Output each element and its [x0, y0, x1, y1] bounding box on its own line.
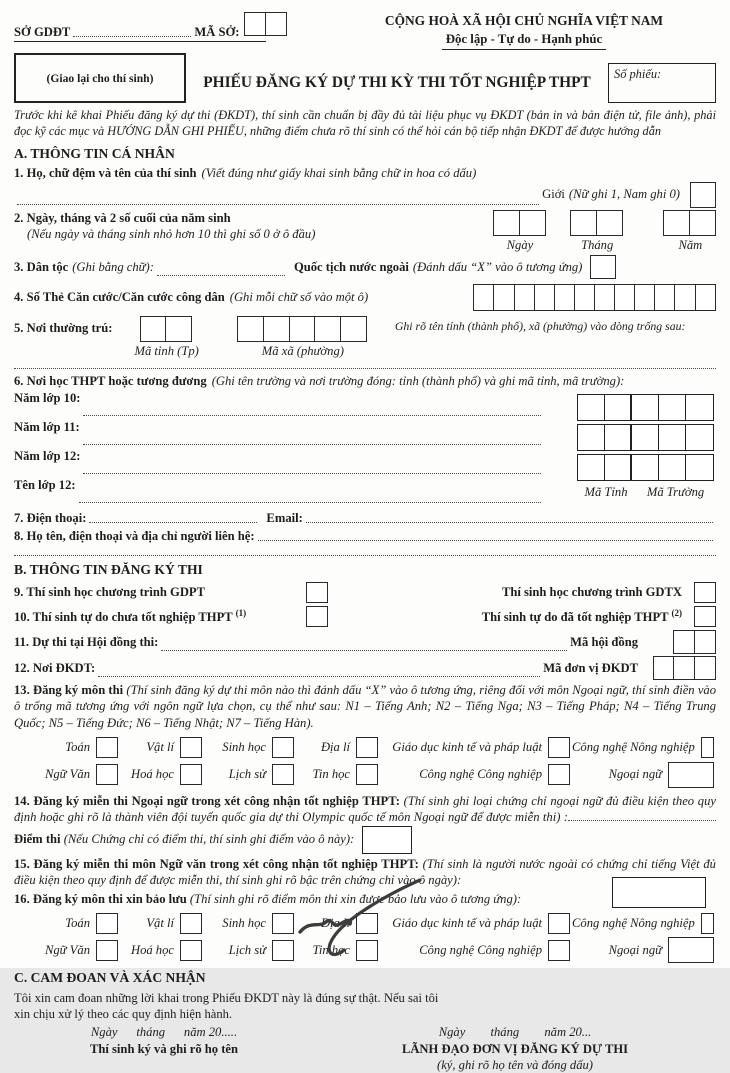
input-cell[interactable]	[165, 316, 192, 342]
class12-label: Tên lớp 12:	[14, 477, 76, 492]
gender-checkbox[interactable]	[690, 182, 716, 208]
input-cell[interactable]	[314, 316, 341, 342]
registration-place-input-line[interactable]	[98, 675, 540, 677]
handwritten-signature	[286, 876, 446, 964]
subject-vatli: Vật lí	[120, 910, 204, 937]
signature-row	[14, 1024, 716, 1073]
input-cell[interactable]	[265, 12, 287, 36]
input-cell[interactable]	[514, 284, 536, 311]
item13-label: 13. Đăng ký môn thi	[14, 683, 124, 698]
form-title: PHIẾU ĐĂNG KÝ DỰ THI KỲ THI TỐT NGHIỆP THPT	[203, 74, 591, 92]
unit-code-label: Mã đơn vị ĐKDT	[543, 660, 638, 675]
item2-label: 2. Ngày, tháng và 2 số cuối của năm sinh	[14, 210, 231, 225]
grade12-row	[14, 448, 544, 477]
exam-subjects-grid	[14, 734, 716, 788]
day-label: Ngày	[506, 237, 534, 252]
item15-note: (Thí sinh là người nước ngoài có chứng chỉ tiếng Việt đủ điều kiện theo quy định để được miễn thi, thí sinh ghi rõ bậc trên chứng chỉ vào ô ngày):	[14, 856, 716, 888]
birth-year-cells[interactable]	[665, 210, 716, 236]
class12-row	[14, 477, 544, 506]
input-cell[interactable]	[614, 284, 636, 311]
input-cell[interactable]	[493, 210, 520, 236]
intro-instructions: Trước khi kê khai Phiếu đăng ký dự thi (ĐKDT), thí sinh cần chuẩn bị đầy đủ tài liệu phục vụ ĐKDT (bản in và bản điện tử, file ảnh), phải đọc kỹ các mục và HƯỚNG DẪN GHI PHIẾU, những điểm chưa rõ thí sinh có thể hỏi cán bộ tiếp nhận ĐKDT để được hướng dẫn	[14, 108, 716, 138]
province-code-label: Mã tỉnh (Tp)	[134, 343, 199, 358]
gdpt-label: 9. Thí sinh học chương trình GDPT	[14, 585, 206, 600]
item4-label: 4. Số Thẻ Căn cước/Căn cước công dân	[14, 290, 225, 305]
subject-sinhhoc: Sinh học	[204, 734, 296, 761]
certificate-score-box[interactable]	[362, 826, 412, 854]
input-cell[interactable]	[519, 210, 546, 236]
score-label: Điểm thi	[14, 831, 61, 846]
exam-language-code-box[interactable]	[668, 762, 714, 788]
gdpt-checkbox[interactable]	[306, 582, 328, 603]
item5-note: Ghi rõ tên tỉnh (thành phố), xã (phường) vào dòng trống sau:	[394, 318, 686, 333]
id-number-cells[interactable]	[475, 284, 716, 311]
item1-label: 1. Họ, chữ đệm và tên của thí sinh	[14, 166, 197, 181]
item-14-language-exemption	[14, 793, 716, 854]
input-cell[interactable]	[263, 316, 290, 342]
item-1-name	[14, 165, 716, 207]
item-11-exam-council	[14, 630, 716, 654]
input-cell[interactable]	[289, 316, 316, 342]
input-cell[interactable]	[493, 284, 515, 311]
republic-motto: Độc lập - Tự do - Hạnh phúc	[442, 31, 606, 50]
item-2-birthdate	[14, 210, 716, 253]
subject-toan: Toán	[14, 910, 120, 937]
subject-sinhhoc: Sinh học	[204, 910, 296, 937]
exam-checkbox-sinhhoc[interactable]	[272, 737, 294, 758]
subject-cncn: Công nghệ Công nghiệp	[380, 761, 572, 788]
foreign-nationality-note: (Đánh dấu “X” vào ô tương ứng)	[412, 259, 583, 274]
subject-hoahoc: Hoá học	[120, 937, 204, 964]
section-c-title: C. CAM ĐOAN VÀ XÁC NHẬN	[14, 969, 206, 985]
subject-hoahoc: Hoá học	[120, 761, 204, 788]
input-cell[interactable]	[237, 316, 264, 342]
official-date-line: Ngày tháng năm 20...	[438, 1025, 592, 1040]
email-input-line[interactable]	[306, 521, 713, 523]
exam-checkbox-vatli[interactable]	[180, 737, 202, 758]
input-cell[interactable]	[140, 316, 167, 342]
year-label: Năm	[678, 237, 703, 252]
subject-ngoaingu: Ngoại ngữ	[572, 761, 716, 788]
candidate-date-line: Ngày tháng năm 20.....	[90, 1025, 238, 1040]
email-label: Email:	[266, 510, 303, 525]
grade10-code-cells[interactable]	[577, 394, 714, 421]
item15-label: 15. Đăng ký miễn thi môn Ngữ văn trong xét công nhận tốt nghiệp THPT:	[14, 856, 419, 871]
item13-note: (Thí sinh đăng ký dự thi môn nào thì đánh dấu “X” vào ô tương ứng, riêng đối với môn Ngoại ngữ, thí sinh điền vào ô trống mã tương ứng với ngôn ngữ lựa chọn, cụ thể như sau: N1 – Tiếng Anh; N2 – Tiếng Nga; N3 – Tiếng Pháp; N4 – Tiếng Trung Quốc; N5 – Tiếng Đức; N6 – Tiếng Nhật; N7 – Tiếng Hàn).	[14, 683, 716, 730]
province-code-group	[134, 316, 198, 359]
grade12-label: Năm lớp 12:	[14, 448, 81, 463]
item1-note: (Viết đúng như giấy khai sinh bằng chữ in hoa có dấu)	[201, 166, 477, 181]
candidate-signature-block	[14, 1024, 314, 1073]
dept-code-label: MÃ SỞ:	[194, 25, 240, 39]
input-cell[interactable]	[340, 316, 367, 342]
ward-code-cells[interactable]	[239, 316, 367, 342]
item-3-ethnicity	[14, 255, 716, 279]
input-cell[interactable]	[570, 210, 597, 236]
official-signature-block	[314, 1024, 716, 1073]
dept-label: SỞ GDĐT	[14, 25, 71, 39]
input-cell[interactable]	[473, 284, 495, 311]
exam-checkbox-gdktpl[interactable]	[548, 737, 570, 758]
gender-label: Giới	[542, 187, 565, 202]
subject-nguvan: Ngữ Văn	[14, 937, 120, 964]
item3-note: (Ghi bằng chữ):	[72, 259, 154, 274]
item8-label: 8. Họ tên, điện thoại và địa chỉ người liên hệ:	[14, 528, 255, 543]
phone-input-line[interactable]	[89, 521, 257, 523]
contact-input-line[interactable]	[258, 539, 713, 541]
subject-lichsu: Lịch sử	[204, 761, 296, 788]
subject-cnnn: Công nghệ Nông nghiệp	[572, 734, 716, 761]
exam-checkbox-nguvan[interactable]	[96, 764, 118, 785]
birth-day-cells[interactable]	[494, 210, 545, 236]
exam-checkbox-toan[interactable]	[96, 737, 118, 758]
item-9-program	[14, 582, 716, 603]
school-code-col-label: Mã Trường	[646, 485, 705, 500]
school-code-grid	[577, 394, 716, 500]
item16-note: (Thí sinh ghi rõ điểm môn thi xin được bảo lưu vào ô tương ứng):	[189, 891, 522, 906]
item-7-phone-email	[14, 510, 716, 526]
subject-vatli: Vật lí	[120, 734, 204, 761]
input-cell[interactable]	[694, 656, 716, 680]
class12-input-line[interactable]	[79, 501, 541, 503]
grade11-label: Năm lớp 11:	[14, 419, 80, 434]
item11-label: 11. Dự thi tại Hội đồng thi:	[14, 634, 159, 649]
birth-month-group	[572, 210, 623, 253]
form-header	[14, 12, 716, 50]
free-graduated-checkbox[interactable]	[694, 606, 716, 627]
official-title: LÃNH ĐẠO ĐƠN VỊ ĐĂNG KÝ DỰ THI	[401, 1041, 629, 1056]
residence-input-line[interactable]	[14, 361, 716, 369]
exam-checkbox-tinhoc[interactable]	[356, 764, 378, 785]
birth-month-cells[interactable]	[572, 210, 623, 236]
gdtx-label: Thí sinh học chương trình GDTX	[501, 585, 682, 600]
ward-code-group	[239, 316, 367, 359]
subject-cncn: Công nghệ Công nghiệp	[380, 937, 572, 964]
ethnicity-input-line[interactable]	[157, 274, 285, 276]
score-note: (Nếu Chứng chỉ có điểm thi, thí sinh ghi điểm vào ô này):	[63, 831, 355, 846]
input-cell[interactable]	[554, 284, 576, 311]
item4-note: (Ghi mỗi chữ số vào một ô)	[229, 290, 369, 305]
input-cell[interactable]	[673, 630, 695, 654]
grade11-row	[14, 419, 544, 448]
reserve-checkbox-gdktpl[interactable]	[548, 913, 570, 934]
ward-code-label: Mã xã (phường)	[261, 343, 344, 358]
item-13-subjects	[14, 682, 716, 731]
free-graduated-label: Thí sinh tự do đã tốt nghiệp THPT $^{(2)}$	[481, 607, 682, 624]
subject-cnnn: Công nghệ Nông nghiệp	[572, 910, 716, 937]
exam-checkbox-diali[interactable]	[356, 737, 378, 758]
council-code-cells[interactable]	[675, 630, 716, 654]
republic-name: CỘNG HOÀ XÃ HỘI CHỦ NGHĨA VIỆT NAM	[384, 13, 664, 28]
section-separator	[14, 548, 716, 556]
reserve-checkbox-cncn[interactable]	[548, 940, 570, 961]
input-cell[interactable]	[574, 284, 596, 311]
item-5-residence	[14, 316, 716, 359]
input-cell[interactable]	[673, 656, 695, 680]
province-code-col-label: Mã Tỉnh	[584, 485, 628, 500]
input-cell[interactable]	[596, 210, 623, 236]
subject-nguvan: Ngữ Văn	[14, 761, 120, 788]
reserve-checkbox-vatli[interactable]	[180, 913, 202, 934]
reserve-checkbox-cnnn[interactable]	[701, 913, 714, 934]
dept-block	[14, 12, 332, 50]
province-code-cells[interactable]	[141, 316, 192, 342]
certificate-input-line[interactable]	[568, 810, 716, 821]
return-to-candidate-box	[14, 53, 186, 103]
serial-number-box[interactable]	[608, 63, 716, 103]
subject-tinhoc: Tin học	[296, 937, 380, 964]
reserve-checkbox-hoahoc[interactable]	[180, 940, 202, 961]
subject-lichsu: Lịch sử	[204, 937, 296, 964]
title-row	[14, 53, 716, 103]
dept-code-cells[interactable]	[245, 12, 286, 36]
input-cell[interactable]	[674, 284, 696, 311]
subject-tinhoc: Tin học	[296, 761, 380, 788]
input-cell[interactable]	[653, 656, 675, 680]
subject-gdktpl: Giáo dục kinh tế và pháp luật	[380, 734, 572, 761]
input-cell[interactable]	[663, 210, 690, 236]
item3-label: 3. Dân tộc	[14, 259, 69, 274]
input-cell[interactable]	[689, 210, 716, 236]
item16-label: 16. Đăng ký môn thi xin bảo lưu	[14, 891, 187, 906]
birth-day-group	[494, 210, 545, 253]
subject-ngoaingu: Ngoại ngữ	[572, 937, 716, 964]
item6-note: (Ghi tên trường và nơi trường đóng: tỉnh (thành phố) và ghi mã tỉnh, mã trường):	[211, 374, 625, 389]
input-cell[interactable]	[534, 284, 556, 311]
item12-label: 12. Nơi ĐKDT:	[14, 660, 96, 675]
subject-diali: Địa lí	[296, 734, 380, 761]
section-a-title: A. THÔNG TIN CÁ NHÂN	[14, 145, 175, 161]
grade10-row	[14, 390, 544, 419]
input-cell[interactable]	[634, 284, 656, 311]
grade12-input-line[interactable]	[83, 472, 541, 474]
official-sign-note: (ký, ghi rõ họ tên và đóng dấu)	[437, 1058, 593, 1072]
item-8-contact	[14, 528, 716, 544]
national-motto-block	[332, 12, 716, 50]
reserve-language-score-box[interactable]	[668, 937, 714, 963]
header-underline	[14, 41, 266, 42]
month-label: Tháng	[581, 237, 614, 252]
literature-level-box[interactable]	[612, 877, 706, 908]
serial-label: Số phiếu:	[614, 67, 662, 82]
item5-label: 5. Nơi thường trú:	[14, 320, 113, 335]
exam-checkbox-lichsu[interactable]	[272, 764, 294, 785]
input-cell[interactable]	[594, 284, 616, 311]
foreign-nationality-label: Quốc tịch nước ngoài	[293, 259, 409, 274]
item-12-registration-place	[14, 656, 716, 680]
foreign-nationality-checkbox[interactable]	[590, 255, 616, 279]
reserve-checkbox-nguvan[interactable]	[96, 940, 118, 961]
free-not-graduated-label: 10. Thí sinh tự do chưa tốt nghiệp THPT $^{(1)}$	[14, 607, 247, 624]
input-cell[interactable]	[695, 284, 717, 311]
item-4-id-number	[14, 284, 716, 311]
gdtx-checkbox[interactable]	[694, 582, 716, 603]
item7-label: 7. Điện thoại:	[14, 510, 87, 525]
item-6-school	[14, 373, 716, 505]
section-b-title: B. THÔNG TIN ĐĂNG KÝ THI	[14, 562, 203, 578]
council-input-line[interactable]	[161, 649, 567, 651]
grade10-label: Năm lớp 10:	[14, 390, 81, 405]
exam-checkbox-cnnn[interactable]	[701, 737, 714, 758]
free-not-graduated-checkbox[interactable]	[306, 606, 328, 627]
subject-gdktpl: Giáo dục kinh tế và pháp luật	[380, 910, 572, 937]
candidate-sign-label: Thí sinh ký và ghi rõ họ tên	[89, 1041, 239, 1056]
reserve-checkbox-toan[interactable]	[96, 913, 118, 934]
item6-label: 6. Nơi học THPT hoặc tương đương	[14, 374, 207, 389]
input-cell[interactable]	[244, 12, 266, 36]
exam-checkbox-hoahoc[interactable]	[180, 764, 202, 785]
input-cell[interactable]	[694, 630, 716, 654]
council-code-label: Mã hội đồng	[570, 634, 638, 649]
item14-label: 14. Đăng ký miễn thi Ngoại ngữ trong xét công nhận tốt nghiệp THPT:	[14, 794, 400, 809]
gender-note: (Nữ ghi 1, Nam ghi 0)	[568, 187, 680, 202]
item14-note: (Thí sinh ghi loại chứng chỉ ngoại ngữ đủ điều kiện theo quy định hoặc ghi rõ là thành viên đội tuyển quốc gia dự thi Olympic quốc tế môn Ngoại ngữ để được miễn thi) :	[14, 794, 716, 825]
item2-note: (Nếu ngày và tháng sinh nhỏ hơn 10 thì ghi số 0 ở ô đầu)	[27, 226, 316, 241]
exam-checkbox-cncn[interactable]	[548, 764, 570, 785]
subject-toan: Toán	[14, 734, 120, 761]
dept-name-input-line[interactable]	[73, 35, 191, 37]
grade11-code-cells[interactable]	[577, 424, 714, 451]
grade10-input-line[interactable]	[83, 414, 541, 416]
item-10-free-candidate	[14, 606, 716, 627]
input-cell[interactable]	[654, 284, 676, 311]
grade11-input-line[interactable]	[83, 443, 541, 445]
grade12-code-cells[interactable]	[577, 454, 714, 481]
declaration-text: Tôi xin cam đoan những lời khai trong Phiếu ĐKDT này là đúng sự thật. Nếu sai tôi xin chịu xử lý theo các quy định hiện hành.	[14, 990, 439, 1021]
return-note: (Giao lại cho thí sinh)	[46, 71, 154, 85]
birth-year-group	[665, 210, 716, 253]
subject-diali: Địa lí	[296, 910, 380, 937]
unit-code-cells[interactable]	[654, 656, 716, 680]
full-name-input-line[interactable]	[17, 203, 539, 205]
